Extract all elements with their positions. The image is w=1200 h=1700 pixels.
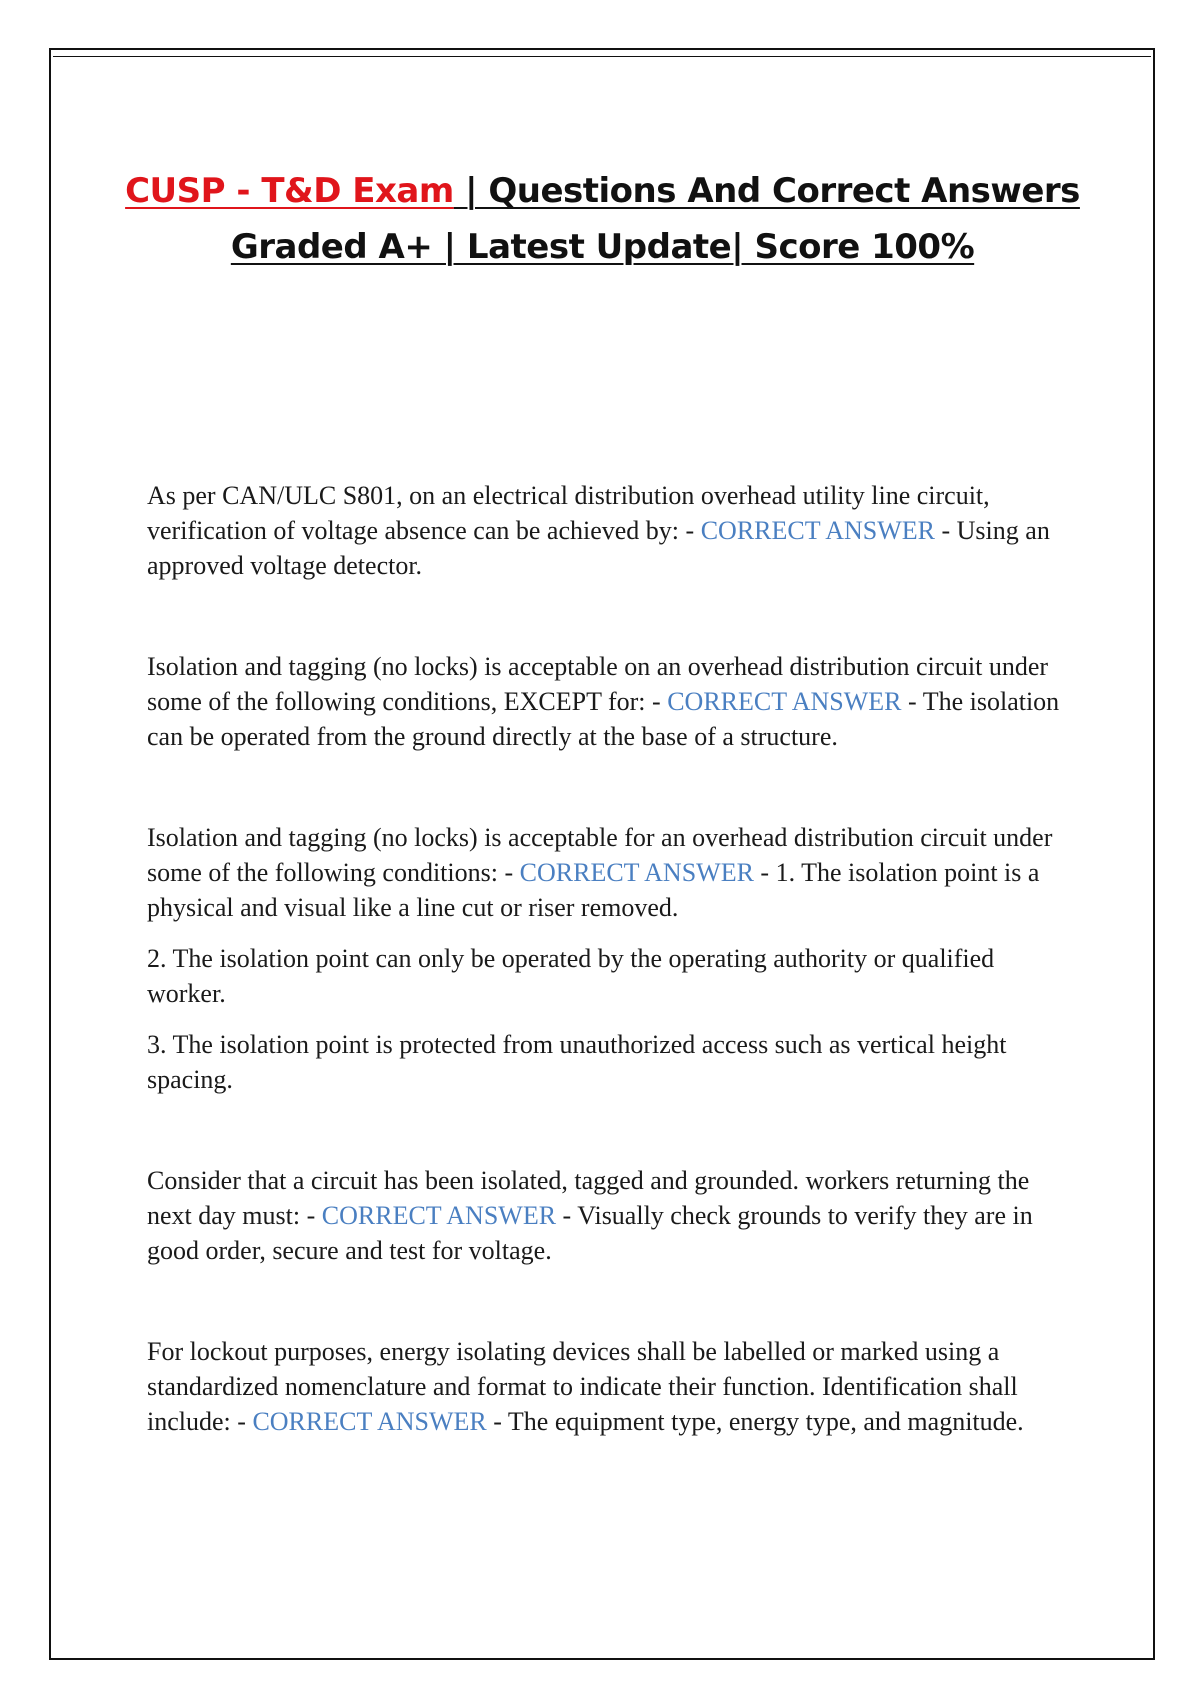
separator: -	[679, 516, 701, 545]
document-title	[110, 163, 1095, 275]
qa-item	[147, 649, 1067, 754]
qa-item	[147, 1163, 1067, 1268]
page-border-top-rule	[53, 56, 1151, 57]
qa-paragraph	[147, 478, 1067, 583]
qa-paragraph	[147, 1163, 1067, 1268]
correct-answer-label: CORRECT ANSWER	[667, 687, 902, 716]
answer-text: 1. The isolation point is a physical and visual like a line cut or riser removed.	[147, 858, 1040, 922]
separator: -	[901, 687, 923, 716]
title-exam-name: CUSP - T&D Exam	[125, 170, 454, 211]
answer-text: Using an approved voltage detector.	[147, 516, 1050, 580]
separator: -	[497, 858, 520, 887]
title-subtitle: | Questions And Correct Answers Graded A+ | Latest Update| Score 100%	[230, 170, 1080, 267]
separator: -	[934, 516, 957, 545]
question-text: For lockout purposes, energy isolating devices shall be labelled or marked using a standardized nomenclature and format to indicate their function. Identification shall include:	[147, 1337, 1018, 1436]
answer-text: The isolation can be operated from the ground directly at the base of a structure.	[147, 687, 1060, 751]
correct-answer-label: CORRECT ANSWER	[519, 858, 754, 887]
correct-answer-label: CORRECT ANSWER	[700, 516, 935, 545]
separator: -	[230, 1407, 253, 1436]
qa-item	[147, 820, 1067, 1097]
qa-paragraph	[147, 649, 1067, 754]
qa-item	[147, 1334, 1067, 1439]
answer-continuation: 3. The isolation point is protected from unauthorized access such as vertical height spacing.	[147, 1030, 1007, 1094]
question-text: As per CAN/ULC S801, on an electrical distribution overhead utility line circuit, verification of voltage absence can be achieved by:	[147, 481, 990, 545]
separator: -	[300, 1201, 322, 1230]
question-text: Isolation and tagging (no locks) is acceptable on an overhead distribution circuit under some of the following conditions, EXCEPT for:	[147, 652, 1049, 716]
separator: -	[486, 1407, 508, 1436]
answer-continuation: 2. The isolation point can only be operated by the operating authority or qualified worker.	[147, 944, 995, 1008]
answer-text: The equipment type, energy type, and magnitude.	[507, 1407, 1024, 1436]
separator: -	[556, 1201, 578, 1230]
question-text: Isolation and tagging (no locks) is acceptable for an overhead distribution circuit under some of the following conditions:	[147, 823, 1053, 887]
qa-paragraph	[147, 1334, 1067, 1439]
qa-list	[147, 478, 1067, 1439]
separator: -	[753, 858, 776, 887]
qa-item	[147, 478, 1067, 583]
question-text: Consider that a circuit has been isolated, tagged and grounded. workers returning the next day must:	[147, 1166, 1030, 1230]
correct-answer-label: CORRECT ANSWER	[321, 1201, 557, 1230]
qa-paragraph	[147, 820, 1067, 925]
answer-text: Visually check grounds to verify they are in good order, secure and test for voltage.	[147, 1201, 1033, 1265]
correct-answer-label: CORRECT ANSWER	[252, 1407, 487, 1436]
separator: -	[645, 687, 668, 716]
